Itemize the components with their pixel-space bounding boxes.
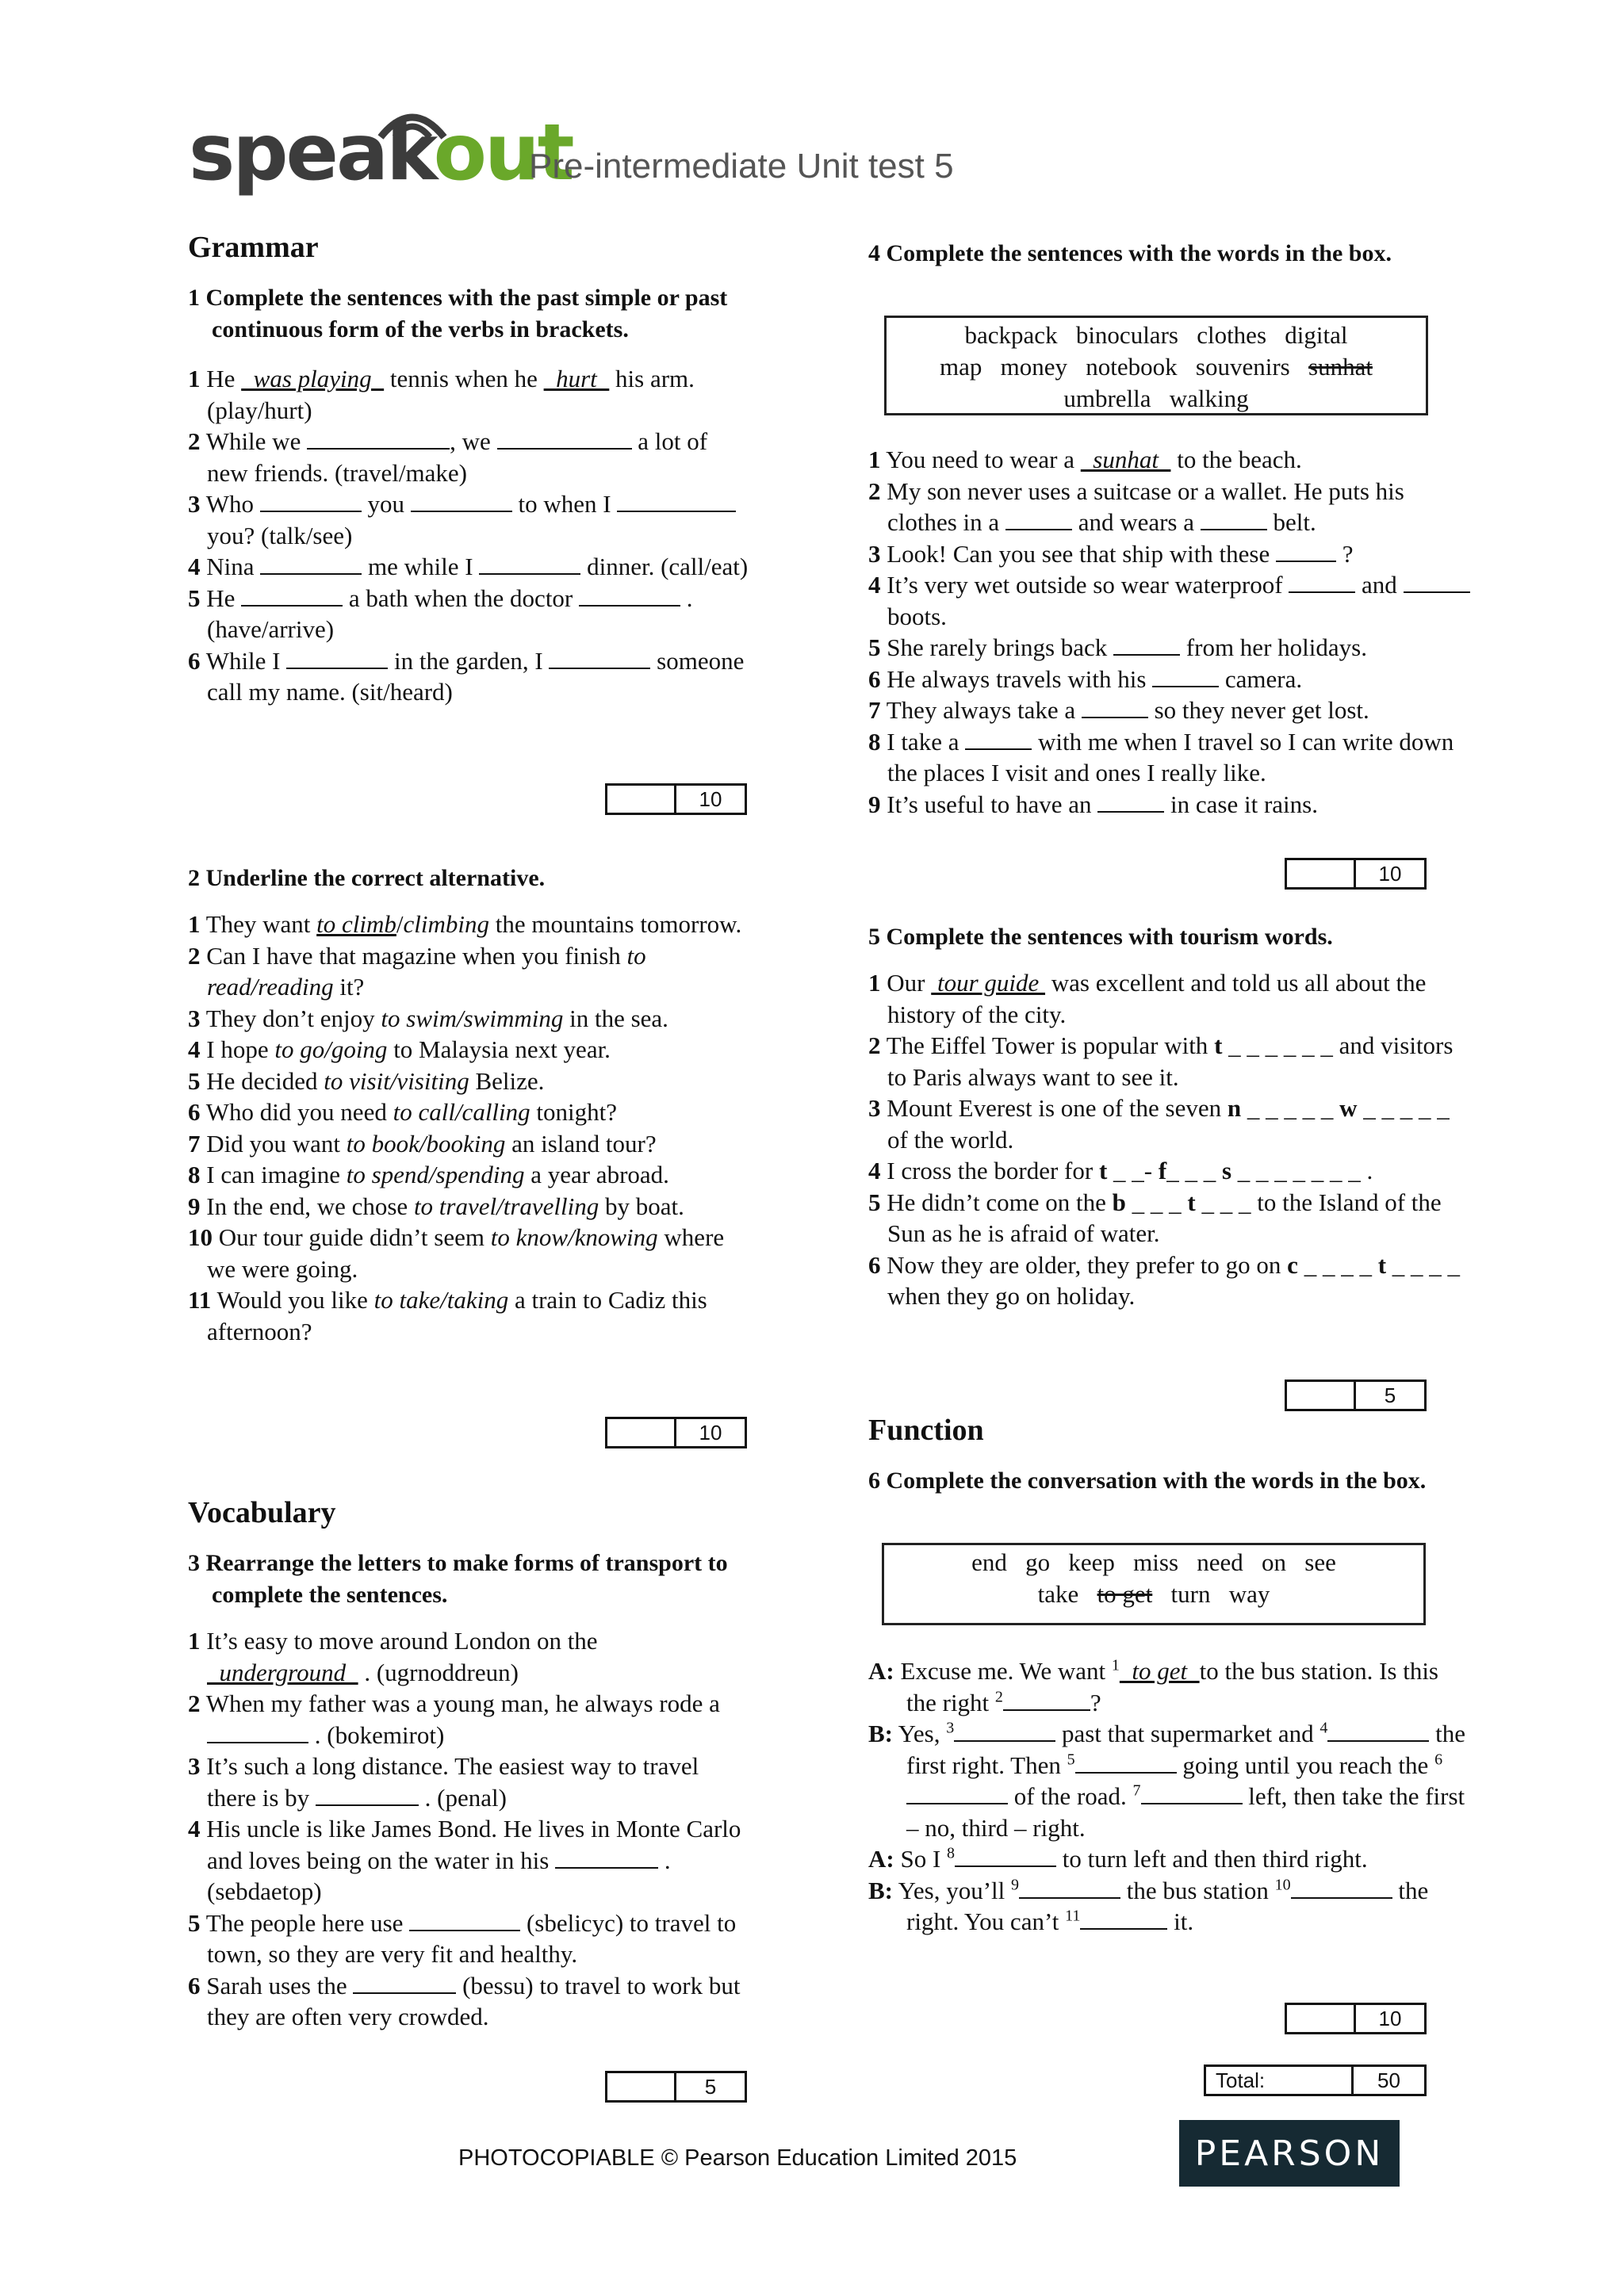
ex1-q5: 5 He a bath when the doctor . (have/arrive) xyxy=(188,584,693,643)
copyright-footer: PHOTOCOPIABLE © Pearson Education Limited 2015 xyxy=(458,2145,1017,2171)
function-heading: Function xyxy=(868,1414,984,1447)
ex3-instruction: 3 Rearrange the letters to make forms of transport to complete the sentences. xyxy=(188,1550,728,1608)
ex1-instruction: 1 Complete the sentences with the past simple or past continuous form of the verbs in brackets. xyxy=(188,285,728,342)
ex1-q3: 3 Who you to when I you? (talk/see) xyxy=(188,488,751,551)
ex3-score-box: 5 xyxy=(605,2071,747,2103)
ex4-word-box xyxy=(884,316,1428,415)
logo-word-out: out xyxy=(433,108,573,198)
ex2-q7: 7 Did you want to book/booking an island tour? xyxy=(188,1129,657,1158)
ex4-q4: 4 It’s very wet outside so wear waterproof and boots. xyxy=(868,569,1471,632)
ex3-q4: 4 His uncle is like James Bond. He lives in Monte Carlo and loves being on the water in his . (sebdaetop) xyxy=(188,1815,741,1905)
ex4-box-line1: backpack binoculars clothes digital xyxy=(964,321,1348,349)
pearson-logo: PEARSON xyxy=(1179,2120,1400,2187)
ex1-score-box: 10 xyxy=(605,783,747,815)
ex4-instruction: 4 Complete the sentences with the words in the box. xyxy=(868,240,1392,266)
ex3-q1: 1 It’s easy to move around London on the underground . (ugrnoddreun) xyxy=(188,1627,598,1686)
ex1-q1: 1 He was playing tennis when he hurt his arm. (play/hurt) xyxy=(188,365,695,424)
ex2-score-box: 10 xyxy=(605,1417,747,1448)
ex5-q3: 3 Mount Everest is one of the seven n _ _ _ _ _ w _ _ _ _ _ of the world. xyxy=(868,1094,1450,1154)
ex4-box-line3: umbrella walking xyxy=(1063,385,1249,412)
ex2-instruction: 2 Underline the correct alternative. xyxy=(188,865,546,891)
ex2-q5: 5 He decided to visit/visiting Belize. xyxy=(188,1066,545,1095)
ex5-instruction: 5 Complete the sentences with tourism words. xyxy=(868,924,1333,950)
left-column xyxy=(188,230,751,708)
ex6-word-box xyxy=(882,1543,1426,1625)
ex1-q6: 6 While I in the garden, I someone call my name. (sit/heard) xyxy=(188,646,745,706)
ex5-block xyxy=(868,921,1471,1312)
ex2-q2: 2 Can I have that magazine when you finish to read/reading it? xyxy=(188,941,646,1001)
ex5-q4: 4 I cross the border for t _ _- f_ _ _ s _ _ _ _ _ _ _ . xyxy=(868,1157,1373,1184)
ex4-q5: 5 She rarely brings back from her holidays. xyxy=(868,633,1367,661)
ex4-box-line2: map money notebook souvenirs sunhat xyxy=(940,353,1373,381)
ex6-line-b2: B: Yes, you’ll $^9$ the bus station $^{10}$ the right. You can’t $^{11}$ it. xyxy=(868,1876,1429,1935)
ex5-q5: 5 He didn’t come on the b _ _ _ t _ _ _ to the Island of the Sun as he is afraid of water. xyxy=(868,1188,1442,1247)
ex2-q1: 1 They want to climb/climbing the mountains tomorrow. xyxy=(188,910,742,938)
ex4-q8: 8 I take a with me when I travel so I can write down the places I visit and ones I really like. xyxy=(868,727,1454,786)
ex2-q6: 6 Who did you need to call/calling tonight? xyxy=(188,1098,618,1126)
ex6-line-b1: B: Yes, $^3$ past that supermarket and $^4$ the first right. Then $^5$ going until you reach the $^6$ of the road. $^7$ left, then take the first – no, third – right. xyxy=(868,1719,1465,1842)
ex6-box-line2: take to get turn way xyxy=(1037,1580,1270,1608)
ex2-q11: 11 Would you like to take/taking a train to Cadiz this afternoon? xyxy=(188,1286,707,1345)
signal-icon xyxy=(373,101,452,141)
ex4-q7: 7 They always take a so they never get lost. xyxy=(868,696,1369,724)
ex6-conversation xyxy=(868,1655,1471,1938)
ex6-line-a2: A: So I $^8$ to turn left and then third right. xyxy=(868,1844,1368,1873)
ex5-score-box: 5 xyxy=(1285,1380,1427,1411)
ex4-block xyxy=(868,238,1471,270)
ex1-questions xyxy=(188,363,751,708)
ex5-q6: 6 Now they are older, they prefer to go on c _ _ _ _ t _ _ _ _ when they go on holiday. xyxy=(868,1250,1461,1310)
ex4-box-sunhat: sunhat xyxy=(1308,353,1373,381)
ex4-q6: 6 He always travels with his camera. xyxy=(868,664,1303,693)
ex6-score-box: 10 xyxy=(1285,2003,1427,2034)
ex6-box-to-get: to get xyxy=(1097,1580,1153,1608)
ex4-score-box: 10 xyxy=(1285,858,1427,890)
logo-word-speak: speak xyxy=(189,108,434,198)
grammar-heading: Grammar xyxy=(188,231,319,264)
total-score-box: Total: 50 xyxy=(1204,2064,1427,2096)
ex2-q8: 8 I can imagine to spend/spending a year abroad. xyxy=(188,1161,669,1188)
ex4-q9: 9 It’s useful to have an in case it rains. xyxy=(868,790,1318,818)
vocabulary-heading: Vocabulary xyxy=(188,1496,336,1529)
ex2-q10: 10 Our tour guide didn’t seem to know/knowing where we were going. xyxy=(188,1223,725,1283)
ex2-q4: 4 I hope to go/going to Malaysia next year. xyxy=(188,1035,611,1063)
ex3-q2: 2 When my father was a young man, he always rode a . (bokemirot) xyxy=(188,1689,720,1749)
ex6-instruction: 6 Complete the conversation with the words in the box. xyxy=(868,1468,1427,1494)
ex5-q1: 1 Our tour guide was excellent and told us all about the history of the city. xyxy=(868,969,1427,1028)
ex6-box-line1: end go keep miss need on see xyxy=(971,1548,1336,1576)
ex4-q3: 3 Look! Can you see that ship with these ? xyxy=(868,539,1354,568)
ex3-q3: 3 It’s such a long distance. The easiest way to travel there is by . (penal) xyxy=(188,1752,699,1812)
ex1-q4: 4 Nina me while I dinner. (call/eat) xyxy=(188,553,749,580)
ex5-q2: 2 The Eiffel Tower is popular with t _ _ _ _ _ _ and visitors to Paris always want to see it. xyxy=(868,1031,1454,1091)
ex3-q5: 5 The people here use (sbelicyc) to travel to town, so they are very fit and healthy. xyxy=(188,1908,737,1968)
ex1-q2: 2 While we , we a lot of new friends. (travel/make) xyxy=(188,427,708,487)
ex2-block xyxy=(188,863,751,1347)
speakout-logo xyxy=(189,101,573,205)
ex3-q6: 6 Sarah uses the (bessu) to travel to work but they are often very crowded. xyxy=(188,1971,741,2030)
ex2-q9: 9 In the end, we chose to travel/travelling by boat. xyxy=(188,1192,684,1220)
function-block xyxy=(868,1413,1471,1497)
ex6-line-a1: A: Excuse me. We want $^1$ to get to the bus station. Is this the right $^2$ ? xyxy=(868,1656,1438,1716)
test-title: Pre-intermediate Unit test 5 xyxy=(529,147,954,186)
vocabulary-block xyxy=(188,1495,751,2033)
ex2-q3: 3 They don’t enjoy to swim/swimming in the sea. xyxy=(188,1004,668,1032)
ex4-questions xyxy=(868,444,1471,820)
ex4-q2: 2 My son never uses a suitcase or a wallet. He puts his clothes in a and wears a belt. xyxy=(868,476,1404,536)
ex4-q1: 1 You need to wear a sunhat to the beach. xyxy=(868,446,1302,473)
